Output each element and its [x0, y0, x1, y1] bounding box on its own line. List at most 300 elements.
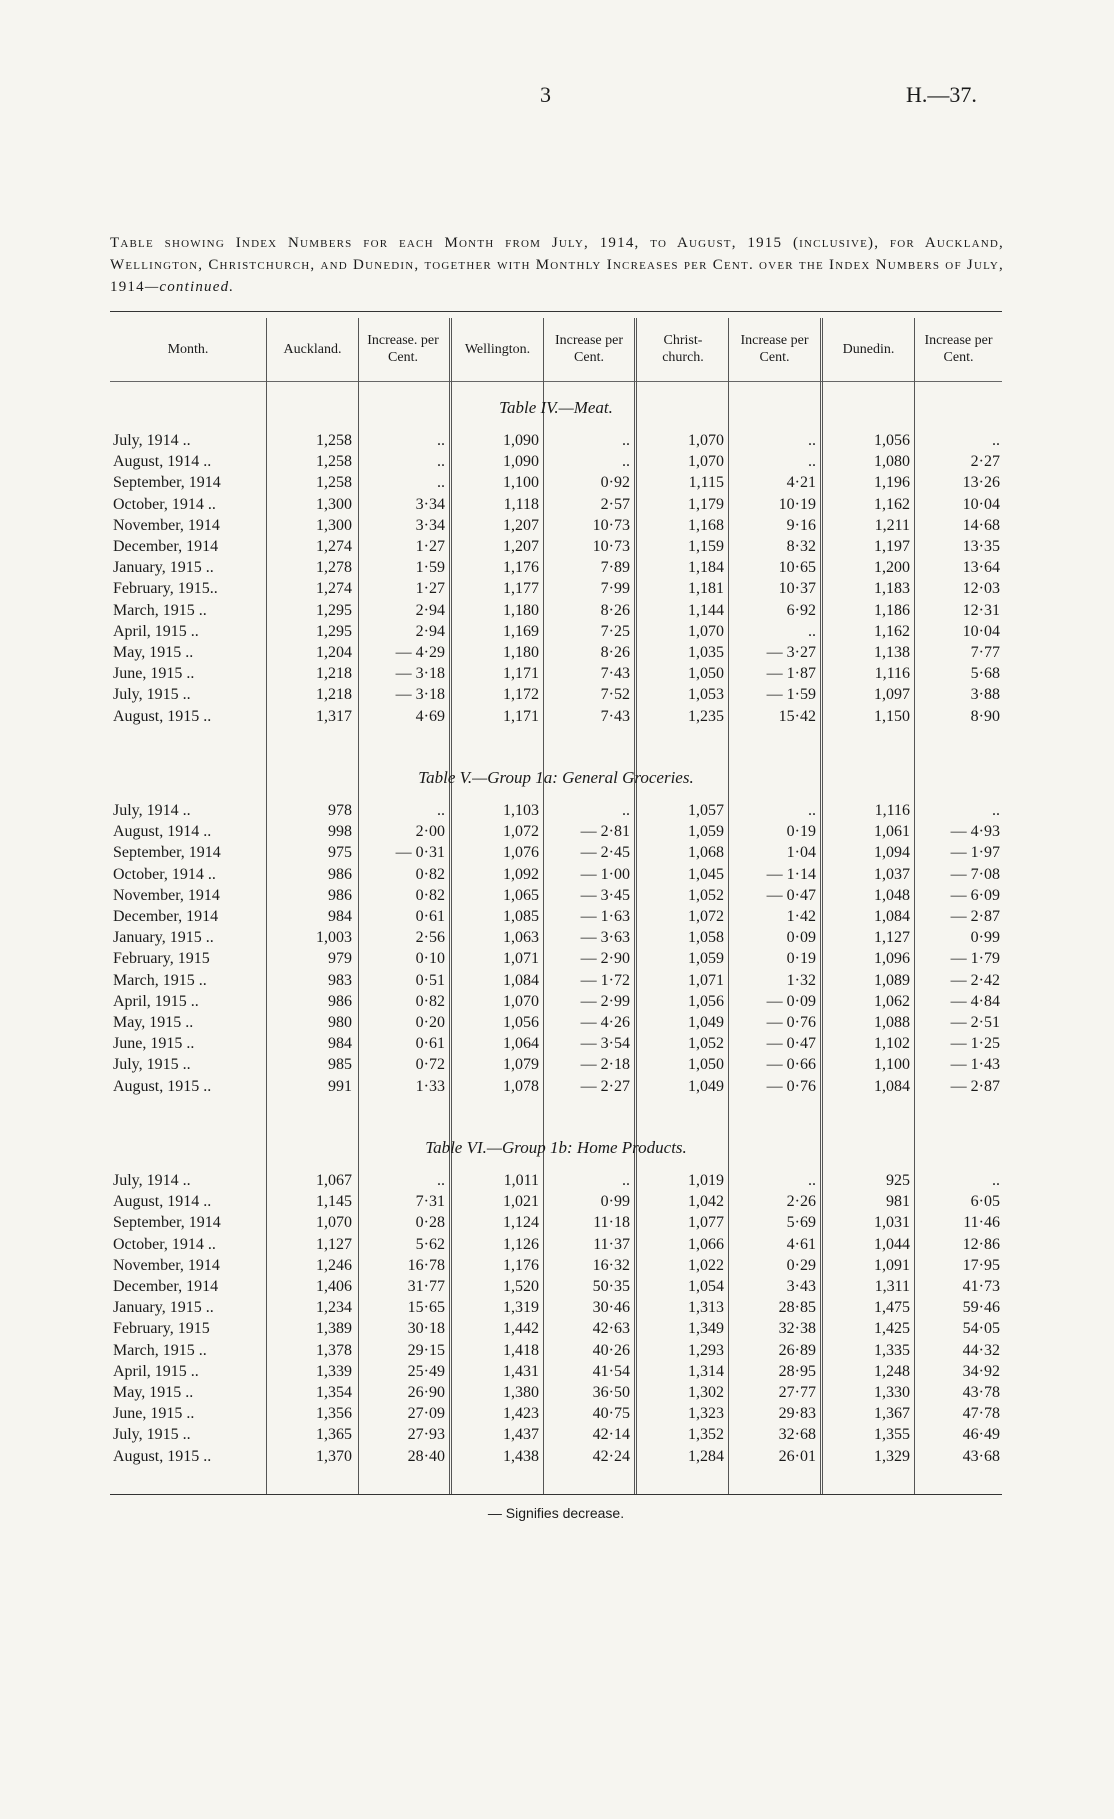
cell-christchurch: 1,059: [688, 950, 724, 968]
table-row: [0, 1446, 1114, 1467]
cell-month: February, 1915: [113, 1320, 210, 1338]
cell-wellington: 1,085: [503, 908, 539, 925]
cell-auckland-increase: 0·72: [415, 1056, 445, 1074]
cell-dunedin-increase: — 6·09: [950, 886, 1000, 904]
cell-wellington: 1,319: [503, 1299, 539, 1317]
table-row: [0, 642, 1114, 663]
cell-wellington: 1,520: [503, 1278, 539, 1295]
cell-christchurch: 1,045: [688, 865, 724, 883]
cell-wellington-increase: 7·43: [600, 707, 630, 725]
cell-wellington-increase: 41·54: [592, 1362, 630, 1380]
cell-auckland: 1,317: [316, 707, 352, 725]
cell-auckland: 1,234: [316, 1299, 352, 1317]
cell-christchurch: 1,019: [688, 1172, 724, 1189]
cell-christchurch-increase: 0·19: [786, 950, 816, 968]
cell-christchurch: 1,054: [688, 1278, 724, 1295]
table-row: [0, 1234, 1114, 1255]
table-row: [0, 706, 1114, 727]
cell-dunedin-increase: ..: [992, 432, 1000, 449]
column-header-christchurch: Christ-church.: [662, 333, 704, 365]
cell-dunedin: 1,425: [874, 1320, 910, 1338]
cell-wellington-increase: — 2·81: [580, 823, 630, 841]
cell-month: July, 1914 ..: [113, 432, 191, 449]
table-row: [0, 1361, 1114, 1382]
cell-christchurch-increase: — 0·09: [766, 992, 816, 1010]
cell-dunedin-increase: 10·04: [962, 495, 1000, 513]
cell-auckland: 980: [328, 1014, 352, 1031]
cell-auckland-increase: 1·27: [415, 580, 445, 598]
cell-christchurch: 1,159: [688, 538, 724, 555]
cell-dunedin-increase: — 2·87: [950, 908, 1000, 925]
cell-christchurch-increase: 8·32: [786, 538, 816, 555]
cell-christchurch-increase: — 0·66: [766, 1056, 816, 1074]
cell-christchurch-increase: 1·04: [786, 844, 816, 862]
cell-month: January, 1915 ..: [113, 1299, 214, 1317]
cell-dunedin-increase: 8·90: [970, 707, 1000, 725]
cell-wellington: 1,071: [503, 950, 539, 968]
cell-auckland: 1,274: [316, 580, 352, 598]
cell-dunedin-increase: 5·68: [970, 665, 1000, 683]
cell-auckland: 979: [328, 950, 352, 968]
cell-dunedin: 1,116: [874, 802, 910, 819]
cell-wellington: 1,423: [503, 1405, 539, 1423]
cell-auckland-increase: 25·49: [407, 1362, 445, 1380]
cell-wellington-increase: 36·50: [592, 1384, 630, 1401]
cell-dunedin: 1,138: [874, 644, 910, 661]
cell-christchurch: 1,179: [688, 495, 724, 513]
cell-dunedin: 1,097: [874, 686, 910, 704]
cell-dunedin-increase: — 1·79: [950, 950, 1000, 968]
cell-month: August, 1914 ..: [113, 1193, 212, 1211]
cell-christchurch-increase: 26·01: [778, 1447, 816, 1465]
cell-auckland-increase: 27·09: [407, 1405, 445, 1423]
cell-christchurch-increase: — 0·76: [766, 1077, 816, 1095]
cell-auckland: 1,406: [316, 1278, 352, 1295]
cell-month: September, 1914: [113, 1214, 221, 1232]
cell-christchurch: 1,077: [688, 1214, 724, 1232]
cell-christchurch: 1,144: [688, 601, 724, 619]
cell-auckland-increase: 26·90: [407, 1384, 445, 1401]
cell-auckland: 1,365: [316, 1426, 352, 1444]
cell-christchurch-increase: 28·95: [778, 1362, 816, 1380]
table-row: [0, 1318, 1114, 1339]
cell-dunedin-increase: 43·78: [962, 1384, 1000, 1401]
cell-dunedin-increase: 47·78: [962, 1405, 1000, 1423]
cell-christchurch: 1,050: [688, 665, 724, 683]
cell-christchurch-increase: 5·69: [786, 1214, 816, 1232]
cell-christchurch-increase: 15·42: [778, 707, 816, 725]
cell-dunedin: 1,037: [874, 865, 910, 883]
cell-wellington: 1,070: [503, 992, 539, 1010]
cell-christchurch: 1,181: [688, 580, 724, 598]
cell-christchurch: 1,071: [688, 971, 724, 989]
cell-auckland-increase: 2·00: [415, 823, 445, 841]
cell-auckland: 1,295: [316, 622, 352, 640]
cell-dunedin: 1,197: [874, 538, 910, 555]
cell-wellington: 1,124: [503, 1214, 539, 1232]
cell-dunedin-increase: 12·31: [962, 601, 1000, 619]
cell-wellington: 1,437: [503, 1426, 539, 1444]
cell-christchurch-increase: 1·42: [786, 908, 816, 925]
cell-christchurch-increase: 6·92: [786, 601, 816, 619]
table-row: [0, 430, 1114, 451]
cell-auckland-increase: 0·61: [415, 908, 445, 925]
cell-christchurch: 1,035: [688, 644, 724, 661]
cell-christchurch-increase: 1·32: [786, 971, 816, 989]
cell-dunedin: 1,061: [874, 823, 910, 841]
cell-auckland-increase: 4·69: [415, 707, 445, 725]
cell-month: April, 1915 ..: [113, 992, 199, 1010]
cell-christchurch-increase: — 1·14: [766, 865, 816, 883]
cell-auckland: 1,258: [316, 432, 352, 449]
table-row: [0, 1012, 1114, 1033]
cell-month: April, 1915 ..: [113, 622, 199, 640]
cell-auckland-increase: ..: [437, 453, 445, 471]
cell-month: November, 1914: [113, 886, 220, 904]
cell-auckland-increase: 2·56: [415, 929, 445, 947]
cell-auckland-increase: 0·82: [415, 865, 445, 883]
cell-christchurch: 1,058: [688, 929, 724, 947]
cell-wellington-increase: — 1·72: [580, 971, 630, 989]
cell-auckland-increase: 1·27: [415, 538, 445, 555]
cell-wellington-increase: — 2·99: [580, 992, 630, 1010]
cell-dunedin-increase: 59·46: [962, 1299, 1000, 1317]
cell-wellington-increase: — 3·54: [580, 1035, 630, 1053]
cell-wellington: 1,176: [503, 1256, 539, 1274]
cell-wellington: 1,078: [503, 1077, 539, 1095]
cell-month: July, 1914 ..: [113, 802, 191, 819]
cell-auckland-increase: 0·51: [415, 971, 445, 989]
cell-christchurch: 1,059: [688, 823, 724, 841]
cell-dunedin: 1,150: [874, 707, 910, 725]
cell-christchurch: 1,049: [688, 1077, 724, 1095]
cell-dunedin: 1,183: [874, 580, 910, 598]
cell-wellington-increase: — 2·27: [580, 1077, 630, 1095]
cell-christchurch-increase: 27·77: [778, 1384, 816, 1401]
cell-christchurch-increase: 3·43: [786, 1278, 816, 1295]
cell-auckland-increase: 0·28: [415, 1214, 445, 1232]
cell-auckland: 1,258: [316, 453, 352, 471]
cell-christchurch: 1,352: [688, 1426, 724, 1444]
cell-christchurch: 1,313: [688, 1299, 724, 1317]
table-row: [0, 1033, 1114, 1054]
cell-auckland: 975: [328, 844, 352, 862]
cell-dunedin-increase: 12·03: [962, 580, 1000, 598]
cell-wellington: 1,064: [503, 1035, 539, 1053]
cell-dunedin-increase: 13·35: [962, 538, 1000, 555]
cell-christchurch: 1,052: [688, 1035, 724, 1053]
cell-month: January, 1915 ..: [113, 559, 214, 577]
cell-auckland: 1,300: [316, 516, 352, 534]
column-header-wellington-increase: Increase per Cent.: [554, 333, 623, 365]
table-row: [0, 1382, 1114, 1403]
cell-auckland: 1,258: [316, 474, 352, 492]
cell-wellington-increase: 40·75: [592, 1405, 630, 1423]
cell-wellington: 1,169: [503, 622, 539, 640]
cell-auckland: 984: [328, 1035, 352, 1053]
cell-dunedin-increase: 7·77: [970, 644, 1000, 661]
cell-dunedin: 1,031: [874, 1214, 910, 1232]
cell-christchurch: 1,050: [688, 1056, 724, 1074]
cell-wellington-increase: — 1·00: [580, 865, 630, 883]
table-title-continued: —continued.: [144, 279, 235, 295]
cell-dunedin: 1,355: [874, 1426, 910, 1444]
cell-wellington: 1,176: [503, 559, 539, 577]
cell-wellington: 1,207: [503, 516, 539, 534]
cell-auckland: 984: [328, 908, 352, 925]
cell-month: June, 1915 ..: [113, 665, 195, 683]
table-row: [0, 494, 1114, 515]
cell-dunedin: 1,084: [874, 908, 910, 925]
cell-month: December, 1914: [113, 538, 219, 555]
cell-wellington: 1,011: [503, 1172, 539, 1189]
cell-month: June, 1915 ..: [113, 1035, 195, 1053]
cell-wellington: 1,180: [503, 601, 539, 619]
cell-auckland-increase: 1·59: [415, 559, 445, 577]
table-row: [0, 536, 1114, 557]
cell-dunedin: 1,367: [874, 1405, 910, 1423]
cell-auckland-increase: 2·94: [415, 601, 445, 619]
cell-auckland-increase: 0·20: [415, 1014, 445, 1031]
cell-month: April, 1915 ..: [113, 1362, 199, 1380]
table-row: [0, 1191, 1114, 1212]
cell-month: November, 1914: [113, 516, 220, 534]
table-row: [0, 1424, 1114, 1445]
cell-christchurch-increase: 28·85: [778, 1299, 816, 1317]
cell-month: January, 1915 ..: [113, 929, 214, 947]
cell-christchurch-increase: ..: [808, 622, 816, 640]
cell-month: June, 1915 ..: [113, 1405, 195, 1423]
cell-auckland: 986: [328, 886, 352, 904]
cell-christchurch: 1,072: [688, 908, 724, 925]
column-header-auckland-increase: Increase. per Cent.: [367, 333, 439, 365]
cell-auckland-increase: 16·78: [407, 1256, 445, 1274]
cell-dunedin: 1,116: [874, 665, 910, 683]
cell-dunedin-increase: 10·04: [962, 622, 1000, 640]
cell-auckland-increase: — 0·31: [395, 844, 445, 862]
table-row: [0, 663, 1114, 684]
rule-header: [110, 381, 1002, 382]
cell-wellington: 1,380: [503, 1384, 539, 1401]
cell-dunedin-increase: 34·92: [962, 1362, 1000, 1380]
cell-month: July, 1915 ..: [113, 686, 191, 704]
cell-christchurch: 1,302: [688, 1384, 724, 1401]
cell-dunedin: 1,200: [874, 559, 910, 577]
table-title-main: Table showing Index Numbers for each Month from July, 1914, to August, 1915 (inclusive), for Auckland, Wellington, Christchurch, and Dunedin, together with Monthly Increases per Cent. over the Index Numbers of July, 1914: [110, 235, 1004, 295]
cell-christchurch-increase: 4·21: [786, 474, 816, 492]
cell-dunedin-increase: ..: [992, 802, 1000, 819]
cell-auckland: 991: [328, 1077, 352, 1095]
cell-dunedin-increase: — 1·43: [950, 1056, 1000, 1074]
column-header-dunedin-increase: Increase per Cent.: [924, 333, 993, 365]
cell-dunedin-increase: — 1·25: [950, 1035, 1000, 1053]
table-row: [0, 1212, 1114, 1233]
cell-auckland-increase: 15·65: [407, 1299, 445, 1317]
cell-month: October, 1914 ..: [113, 495, 216, 513]
cell-christchurch: 1,349: [688, 1320, 724, 1338]
table-row: [0, 1076, 1114, 1097]
cell-dunedin: 1,102: [874, 1035, 910, 1053]
cell-wellington-increase: — 1·63: [580, 908, 630, 925]
cell-dunedin: 1,127: [874, 929, 910, 947]
table-row: [0, 821, 1114, 842]
cell-wellington: 1,103: [503, 802, 539, 819]
cell-christchurch-increase: — 3·27: [766, 644, 816, 661]
cell-wellington-increase: ..: [622, 802, 630, 819]
cell-month: December, 1914: [113, 908, 219, 925]
cell-dunedin-increase: 6·05: [970, 1193, 1000, 1211]
cell-dunedin-increase: 11·46: [963, 1214, 1000, 1232]
cell-auckland-increase: ..: [437, 474, 445, 492]
cell-month: November, 1914: [113, 1256, 220, 1274]
cell-auckland: 1,003: [316, 929, 352, 947]
cell-month: May, 1915 ..: [113, 1384, 194, 1401]
table-row: [0, 621, 1114, 642]
cell-dunedin: 1,056: [874, 432, 910, 449]
cell-dunedin-increase: 43·68: [962, 1447, 1000, 1465]
cell-auckland: 998: [328, 823, 352, 841]
cell-auckland: 1,274: [316, 538, 352, 555]
document-reference: H.—37.: [906, 82, 977, 107]
cell-month: August, 1915 ..: [113, 1077, 212, 1095]
cell-auckland-increase: 28·40: [407, 1447, 445, 1465]
cell-dunedin-increase: 41·73: [962, 1278, 1000, 1295]
table-row: [0, 991, 1114, 1012]
cell-wellington-increase: 42·63: [592, 1320, 630, 1338]
cell-christchurch: 1,235: [688, 707, 724, 725]
cell-dunedin-increase: 13·26: [962, 474, 1000, 492]
cell-auckland-increase: — 4·29: [395, 644, 445, 661]
cell-christchurch: 1,056: [688, 992, 724, 1010]
cell-wellington: 1,090: [503, 453, 539, 471]
cell-wellington-increase: 11·18: [593, 1214, 630, 1232]
cell-wellington: 1,092: [503, 865, 539, 883]
cell-christchurch: 1,184: [688, 559, 724, 577]
cell-auckland: 983: [328, 971, 352, 989]
cell-christchurch: 1,057: [688, 802, 724, 819]
column-header-auckland: Auckland.: [283, 341, 342, 357]
cell-auckland-increase: 0·82: [415, 886, 445, 904]
cell-month: August, 1914 ..: [113, 453, 212, 471]
cell-christchurch-increase: 4·61: [786, 1235, 816, 1253]
cell-month: July, 1915 ..: [113, 1426, 191, 1444]
cell-auckland: 1,246: [316, 1256, 352, 1274]
table-row: [0, 842, 1114, 863]
cell-wellington-increase: ..: [622, 453, 630, 471]
cell-dunedin-increase: 44·32: [962, 1341, 1000, 1359]
table-title: [110, 232, 1004, 298]
cell-wellington-increase: — 2·90: [580, 950, 630, 968]
cell-christchurch-increase: 10·19: [778, 495, 816, 513]
footnote: — Signifies decrease.: [487, 1505, 625, 1521]
rule-top: [110, 311, 1002, 312]
section-title-general-groceries: Table V.—Group 1a: General Groceries.: [418, 768, 694, 787]
table-row: [0, 1054, 1114, 1075]
cell-auckland: 1,145: [316, 1193, 352, 1211]
cell-christchurch: 1,284: [688, 1447, 724, 1465]
cell-dunedin: 1,062: [874, 992, 910, 1010]
table-row: [0, 1340, 1114, 1361]
cell-christchurch: 1,042: [688, 1193, 724, 1211]
cell-wellington: 1,177: [503, 580, 539, 598]
table-row: [0, 948, 1114, 969]
cell-christchurch: 1,323: [688, 1405, 724, 1423]
cell-dunedin-increase: — 7·08: [950, 865, 1000, 883]
cell-wellington-increase: 11·37: [593, 1235, 630, 1253]
cell-christchurch-increase: 32·38: [778, 1320, 816, 1338]
cell-christchurch: 1,066: [688, 1235, 724, 1253]
cell-auckland-increase: ..: [437, 1172, 445, 1189]
cell-dunedin-increase: — 4·84: [950, 992, 1000, 1010]
cell-auckland: 1,218: [316, 665, 352, 683]
cell-wellington: 1,431: [503, 1362, 539, 1380]
table-row: [0, 927, 1114, 948]
cell-month: February, 1915: [113, 950, 210, 968]
cell-month: May, 1915 ..: [113, 644, 194, 661]
cell-wellington-increase: — 3·45: [580, 886, 630, 904]
cell-christchurch-increase: 9·16: [786, 516, 816, 534]
cell-auckland: 1,295: [316, 601, 352, 619]
cell-wellington-increase: 50·35: [592, 1278, 630, 1295]
cell-dunedin: 1,248: [874, 1362, 910, 1380]
cell-auckland-increase: 5·62: [415, 1235, 445, 1253]
cell-month: October, 1914 ..: [113, 865, 216, 883]
cell-wellington-increase: 0·99: [600, 1193, 630, 1211]
cell-christchurch-increase: — 1·87: [766, 665, 816, 683]
cell-christchurch: 1,070: [688, 432, 724, 449]
cell-christchurch-increase: 29·83: [778, 1405, 816, 1423]
cell-auckland: 1,339: [316, 1362, 352, 1380]
cell-dunedin-increase: 0·99: [970, 929, 1000, 947]
cell-wellington: 1,180: [503, 644, 539, 661]
cell-dunedin-increase: 3·88: [970, 686, 1000, 704]
cell-wellington-increase: 42·24: [592, 1447, 630, 1465]
cell-christchurch-increase: — 0·76: [766, 1014, 816, 1031]
section-title-home-products: Table VI.—Group 1b: Home Products.: [425, 1138, 687, 1157]
cell-auckland: 1,378: [316, 1341, 352, 1359]
cell-dunedin-increase: 2·27: [970, 453, 1000, 471]
cell-christchurch-increase: ..: [808, 1172, 816, 1189]
table-row: [0, 864, 1114, 885]
cell-wellington-increase: 2·57: [600, 495, 630, 513]
cell-dunedin: 1,162: [874, 495, 910, 513]
cell-christchurch-increase: 32·68: [778, 1426, 816, 1444]
cell-month: March, 1915 ..: [113, 601, 207, 619]
cell-wellington: 1,418: [503, 1341, 539, 1359]
cell-wellington-increase: ..: [622, 1172, 630, 1189]
cell-dunedin: 1,084: [874, 1077, 910, 1095]
column-header-month: Month.: [167, 341, 209, 357]
cell-wellington-increase: 7·43: [600, 665, 630, 683]
cell-dunedin: 1,100: [874, 1056, 910, 1074]
cell-auckland: 986: [328, 865, 352, 883]
cell-dunedin: 1,329: [874, 1447, 910, 1465]
cell-dunedin: 1,196: [874, 474, 910, 492]
cell-month: May, 1915 ..: [113, 1014, 194, 1031]
column-header-dunedin: Dunedin.: [842, 341, 895, 357]
cell-month: July, 1915 ..: [113, 1056, 191, 1074]
cell-dunedin-increase: 46·49: [962, 1426, 1000, 1444]
cell-christchurch-increase: ..: [808, 432, 816, 449]
cell-month: December, 1914: [113, 1278, 219, 1295]
cell-dunedin-increase: — 1·97: [950, 844, 1000, 862]
table-row: [0, 1403, 1114, 1424]
cell-wellington-increase: — 3·63: [580, 929, 630, 947]
cell-christchurch-increase: 0·19: [786, 823, 816, 841]
page-number: 3: [540, 82, 551, 107]
cell-dunedin: 1,094: [874, 844, 910, 862]
table-row: [0, 578, 1114, 599]
